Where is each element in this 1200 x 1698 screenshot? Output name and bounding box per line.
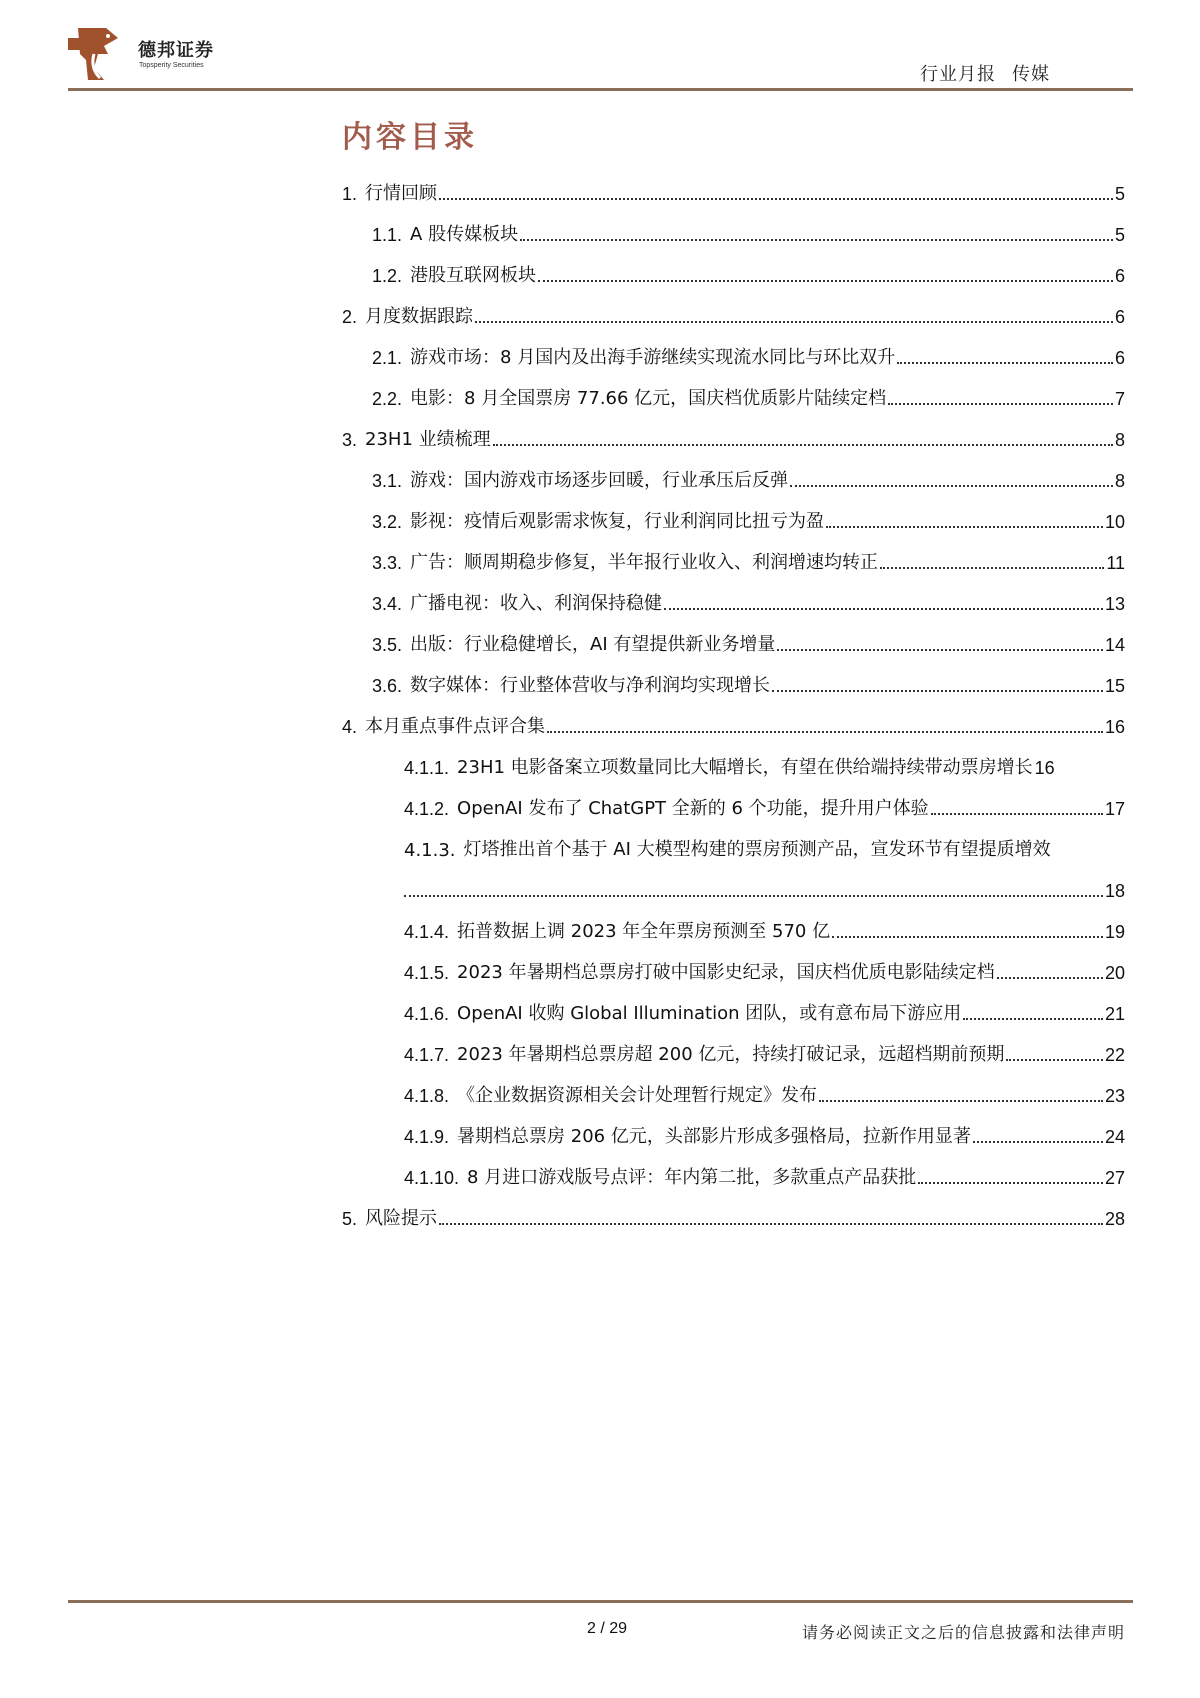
toc-entry-number: 4.1.4. [404, 922, 450, 942]
toc-entry-number: 3.6. [372, 676, 403, 696]
toc-leader [997, 977, 1103, 979]
toc-leader [547, 731, 1103, 733]
toc-entry-page: 15 [1104, 676, 1125, 696]
toc-entry[interactable] [404, 1036, 1125, 1066]
toc-entry[interactable] [342, 175, 1125, 205]
toc-leader [493, 444, 1113, 446]
toc-entry-page: 24 [1104, 1127, 1125, 1147]
toc-entry-title: 港股互联网板块 [410, 265, 537, 286]
toc-entry-title: 电影：8 月全国票房 77.66 亿元，国庆档优质影片陆续定档 [410, 388, 887, 409]
toc-entry-number: 3.3. [372, 553, 403, 573]
toc-leader [772, 690, 1103, 692]
toc-entry[interactable] [372, 544, 1125, 574]
toc-entry[interactable] [372, 339, 1125, 369]
toc-leader [790, 485, 1113, 487]
footer-divider [68, 1600, 1133, 1603]
toc-entry-title: 游戏市场：8 月国内及出海手游继续实现流水同比与环比双升 [410, 347, 896, 368]
toc-entry-title: 暑期档总票房 206 亿元，头部影片形成多强格局，拉新作用显著 [457, 1126, 971, 1147]
toc-entry-page: 8 [1114, 430, 1125, 450]
toc-entry-number: 4.1.1. [404, 758, 450, 778]
toc-entry[interactable] [372, 503, 1125, 533]
toc-leader [931, 813, 1103, 815]
toc-leader [819, 1100, 1103, 1102]
toc-leader [880, 567, 1104, 569]
toc-entry[interactable] [404, 913, 1125, 943]
toc-entry[interactable] [404, 954, 1125, 984]
toc-entry-title: 拓普数据上调 2023 年全年票房预测至 570 亿 [457, 921, 831, 942]
toc-leader [918, 1182, 1103, 1184]
toc-entry-title: 月度数据跟踪 [365, 306, 474, 327]
toc-entry[interactable] [404, 1118, 1125, 1148]
toc-entry[interactable] [404, 790, 1125, 820]
toc-entry-number: 2. [342, 307, 358, 327]
toc-entry-title: 本月重点事件点评合集 [365, 716, 546, 737]
toc-leader [897, 362, 1113, 364]
toc-entry-page: 16 [1034, 758, 1055, 778]
toc-entry[interactable] [404, 749, 1125, 779]
toc-entry-title: A 股传媒板块 [410, 224, 519, 245]
company-logo [68, 24, 258, 82]
toc-entry[interactable] [404, 1159, 1125, 1189]
toc-leader [777, 649, 1103, 651]
page-title: 内容目录 [342, 120, 478, 155]
toc-entry-page: 7 [1114, 389, 1125, 409]
toc-entry[interactable] [342, 421, 1125, 451]
toc-entry[interactable] [404, 831, 1125, 861]
logo-english-name: Topsperity Securities [139, 62, 204, 69]
toc-entry-number: 5. [342, 1209, 358, 1229]
toc-entry-number: 1.1. [372, 225, 403, 245]
toc-leader [963, 1018, 1103, 1020]
toc-entry-page: 11 [1106, 553, 1125, 573]
toc-entry-number: 3. [342, 430, 358, 450]
toc-entry-page: 6 [1114, 266, 1125, 286]
legal-disclaimer: 请务必阅读正文之后的信息披露和法律声明 [801, 1623, 1125, 1642]
toc-leader [1006, 1059, 1103, 1061]
report-category [904, 60, 1050, 86]
toc-entry-title: 行情回顾 [365, 183, 438, 204]
toc-entry-number: 4.1.10. [404, 1168, 460, 1188]
toc-entry-number: 3.5. [372, 635, 403, 655]
toc-entry-number: 2.2. [372, 389, 403, 409]
toc-entry-number: 4. [342, 717, 358, 737]
toc-entry-title: 23H1 业绩梳理 [365, 429, 491, 450]
toc-entry-number: 4.1.3. [404, 840, 456, 861]
toc-entry-number: 3.2. [372, 512, 403, 532]
toc-entry[interactable] [342, 1200, 1125, 1230]
toc-entry-page: 20 [1104, 963, 1125, 983]
toc-entry[interactable] [404, 995, 1125, 1025]
toc-leader [404, 895, 1103, 897]
page-number: 2 / 29 [587, 1620, 628, 1637]
toc-entry-number: 4.1.8. [404, 1086, 450, 1106]
toc-entry-page: 23 [1104, 1086, 1125, 1106]
report-sector: 传媒 [1012, 64, 1050, 85]
toc-entry-title: 数字媒体：行业整体营收与净利润均实现增长 [410, 675, 771, 696]
toc-entry-number: 3.1. [372, 471, 403, 491]
toc-entry-title: 广播电视：收入、利润保持稳健 [410, 593, 663, 614]
toc-entry[interactable] [404, 1077, 1125, 1107]
toc-entry-title: 23H1 电影备案立项数量同比大幅增长，有望在供给端持续带动票房增长 [457, 757, 1033, 778]
toc-entry-title: 风险提示 [365, 1208, 438, 1229]
toc-leader [826, 526, 1103, 528]
toc-leader [664, 608, 1103, 610]
toc-entry-page: 8 [1114, 471, 1125, 491]
toc-entry-page: 10 [1104, 512, 1125, 532]
toc-entry-title: OpenAI 发布了 ChatGPT 全新的 6 个功能，提升用户体验 [457, 798, 929, 819]
toc-leader [439, 1223, 1103, 1225]
toc-entry-title: 《企业数据资源相关会计处理暂行规定》发布 [457, 1085, 818, 1106]
toc-entry-page: 27 [1104, 1168, 1125, 1188]
report-type: 行业月报 [920, 64, 996, 85]
toc-entry-number: 1.2. [372, 266, 403, 286]
toc-entry-title: 2023 年暑期档总票房超 200 亿元，持续打破记录，远超档期前预期 [457, 1044, 1005, 1065]
logo-icon [68, 24, 124, 82]
toc-leader [520, 239, 1113, 241]
toc-entry-page: 21 [1104, 1004, 1125, 1024]
toc-entry-number: 1. [342, 184, 358, 204]
toc-entry-title: 影视：疫情后观影需求恢复，行业利润同比扭亏为盈 [410, 511, 825, 532]
toc-entry[interactable] [372, 380, 1125, 410]
toc-entry-page: 22 [1104, 1045, 1125, 1065]
toc-entry-page: 14 [1104, 635, 1125, 655]
toc-entry-number: 4.1.2. [404, 799, 450, 819]
toc-entry[interactable] [372, 585, 1125, 615]
toc-entry-title: OpenAI 收购 Global Illumination 团队，或有意布局下游应用 [457, 1003, 962, 1024]
toc-entry-title: 2023 年暑期档总票房打破中国影史纪录，国庆档优质电影陆续定档 [457, 962, 995, 983]
toc-entry-title: 游戏：国内游戏市场逐步回暖，行业承压后反弹 [410, 470, 789, 491]
toc-entry-title: 灯塔推出首个基于 AI 大模型构建的票房预测产品，宣发环节有望提质增效 [463, 839, 1051, 860]
toc-entry-continuation[interactable] [404, 872, 1125, 902]
toc-entry-number: 2.1. [372, 348, 403, 368]
toc-entry[interactable] [372, 216, 1125, 246]
toc-entry[interactable] [372, 667, 1125, 697]
toc-entry-number: 3.4. [372, 594, 403, 614]
toc-entry-page: 17 [1104, 799, 1125, 819]
toc-leader [538, 280, 1113, 282]
toc-entry-title: 出版：行业稳健增长，AI 有望提供新业务增量 [410, 634, 776, 655]
toc-entry-page: 16 [1104, 717, 1125, 737]
toc-entry-page: 5 [1114, 184, 1125, 204]
toc-entry-number: 4.1.7. [404, 1045, 450, 1065]
toc-entry-page: 13 [1104, 594, 1125, 614]
toc-entry-number: 4.1.6. [404, 1004, 450, 1024]
logo-chinese-name: 德邦证券 [138, 40, 214, 61]
toc-leader [439, 198, 1113, 200]
toc-leader [475, 321, 1113, 323]
toc-entry-page: 19 [1104, 922, 1125, 942]
toc-entry-title: 8 月进口游戏版号点评：年内第二批，多款重点产品获批 [467, 1167, 917, 1188]
toc-entry[interactable] [342, 298, 1125, 328]
toc-entry[interactable] [342, 708, 1125, 738]
toc-leader [832, 936, 1103, 938]
toc-entry[interactable] [372, 626, 1125, 656]
header-divider [68, 88, 1133, 91]
toc-entry-page: 18 [1104, 881, 1125, 901]
toc-entry-page: 6 [1114, 307, 1125, 327]
toc-entry-number: 4.1.9. [404, 1127, 450, 1147]
toc-leader [888, 403, 1113, 405]
toc-entry-number: 4.1.5. [404, 963, 450, 983]
toc-entry-page: 28 [1104, 1209, 1125, 1229]
toc-entry[interactable] [372, 462, 1125, 492]
toc-leader [973, 1141, 1103, 1143]
toc-entry-title: 广告：顺周期稳步修复，半年报行业收入、利润增速均转正 [410, 552, 879, 573]
toc-entry[interactable] [372, 257, 1125, 287]
toc-entry-page: 5 [1114, 225, 1125, 245]
toc-entry-page: 6 [1114, 348, 1125, 368]
